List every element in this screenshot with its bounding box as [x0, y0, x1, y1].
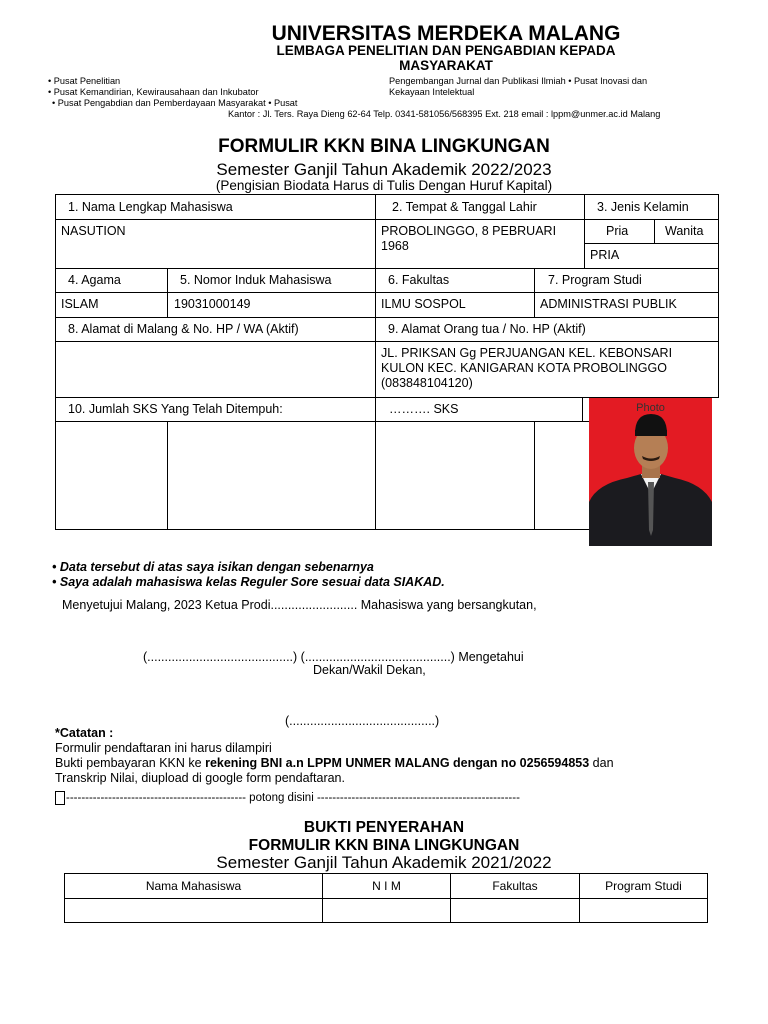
- statement-1: Data tersebut di atas saya isikan dengan sebenarnya: [59, 560, 374, 574]
- fakultas-value: ILMU SOSPOL: [381, 297, 466, 311]
- form-semester: Semester Ganjil Tahun Akademik 2022/2023: [216, 160, 552, 179]
- jk-pria-option: Pria: [606, 224, 629, 238]
- agama-label: 4. Agama: [68, 273, 121, 287]
- notes-line-2: Bukti pembayaran KKN ke rekening BNI a.n LPPM UNMER MALANG dengan no 0256594853 dan: [55, 756, 614, 770]
- form-instruction: (Pengisian Biodata Harus di Tulis Dengan Huruf Kapital): [215, 178, 553, 193]
- receipt-title: BUKTI PENYERAHAN FORMULIR KKN BINA LINGKUNGAN: [248, 819, 520, 854]
- alamat-ortu-value: JL. PRIKSAN Gg PERJUANGAN KEL. KEBONSARI KULON KEC. KANIGARAN KOTA PROBOLINGGO (083848104120): [381, 346, 673, 390]
- col-prodi: Program Studi: [605, 879, 682, 893]
- institute-name: LEMBAGA PENELITIAN DAN PENGABDIAN KEPADA MASYARAKAT: [276, 43, 616, 73]
- statements: • Data tersebut di atas saya isikan dengan sebenarnya • Saya adalah mahasiswa kelas Reguler Sore sesuai data SIAKAD.: [52, 560, 445, 589]
- approval-line-3: Dekan/Wakil Dekan,: [313, 663, 426, 677]
- jk-wanita-option: Wanita: [665, 224, 704, 238]
- nim-value: 19031000149: [174, 297, 251, 311]
- cut-line: ----------------------------------------------- potong disini -----------------------------------------------------: [55, 791, 520, 805]
- units-right: Pengembangan Jurnal dan Publikasi Ilmiah • Pusat Inovasi dan Kekayaan Intelektual: [389, 76, 648, 97]
- col-nim: N I M: [372, 879, 401, 893]
- approval-line-1: Menyetujui Malang, 2023 Ketua Prodi......................... Mahasiswa yang bersangkutan,: [62, 598, 537, 612]
- col-nama: Nama Mahasiswa: [145, 879, 242, 893]
- receipt-semester: Semester Ganjil Tahun Akademik 2021/2022: [216, 853, 552, 872]
- ttl-label: 2. Tempat & Tanggal Lahir: [392, 200, 537, 214]
- alamat-malang-label: 8. Alamat di Malang & No. HP / WA (Aktif): [68, 322, 299, 336]
- alamat-ortu-label: 9. Alamat Orang tua / No. HP (Aktif): [388, 322, 586, 336]
- receipt-table: [64, 873, 708, 923]
- prodi-value: ADMINISTRASI PUBLIK: [540, 297, 677, 311]
- photo-label: Photo: [636, 402, 665, 414]
- person-portrait-icon: [589, 398, 712, 546]
- nim-label: 5. Nomor Induk Mahasiswa: [180, 273, 332, 287]
- scissors-icon: [55, 791, 65, 805]
- form-title: FORMULIR KKN BINA LINGKUNGAN: [218, 136, 550, 157]
- notes-line-3: Transkrip Nilai, diupload di google form pendaftaran.: [55, 771, 345, 785]
- ttl-value: PROBOLINGGO, 8 PEBRUARI 1968: [381, 224, 557, 253]
- sks-label: 10. Jumlah SKS Yang Telah Ditempuh:: [68, 402, 283, 416]
- jk-value: PRIA: [590, 248, 620, 262]
- units-left: • Pusat Penelitian • Pusat Kemandirian, Kewirausahaan dan Inkubator • Pusat Pengabdian dan Pemberdayaan Masyarakat • Pusat: [48, 76, 298, 108]
- sks-value: ………. SKS: [389, 402, 459, 416]
- jk-label: 3. Jenis Kelamin: [597, 200, 689, 214]
- prodi-label: 7. Program Studi: [548, 273, 642, 287]
- fakultas-label: 6. Fakultas: [388, 273, 450, 287]
- col-fakultas: Fakultas: [492, 879, 538, 893]
- approval-line-2: (..........................................) (..........................................) Mengetahui: [143, 650, 524, 664]
- approval-line-4: (..........................................): [285, 714, 440, 728]
- notes-line-1: Formulir pendaftaran ini harus dilampiri: [55, 741, 272, 755]
- nama-label: 1. Nama Lengkap Mahasiswa: [68, 200, 233, 214]
- student-photo: [589, 398, 712, 546]
- notes-heading: *Catatan :: [55, 726, 114, 740]
- statement-2: Saya adalah mahasiswa kelas Reguler Sore sesuai data SIAKAD.: [59, 575, 445, 589]
- office-address: Kantor : Jl. Ters. Raya Dieng 62-64 Telp. 0341-581056/568395 Ext. 218 email : lppm@unmer.ac.id Malang: [228, 109, 661, 119]
- agama-value: ISLAM: [61, 297, 99, 311]
- nama-value: NASUTION: [61, 224, 126, 238]
- university-name: UNIVERSITAS MERDEKA MALANG: [271, 22, 621, 45]
- notes-section: [55, 726, 614, 786]
